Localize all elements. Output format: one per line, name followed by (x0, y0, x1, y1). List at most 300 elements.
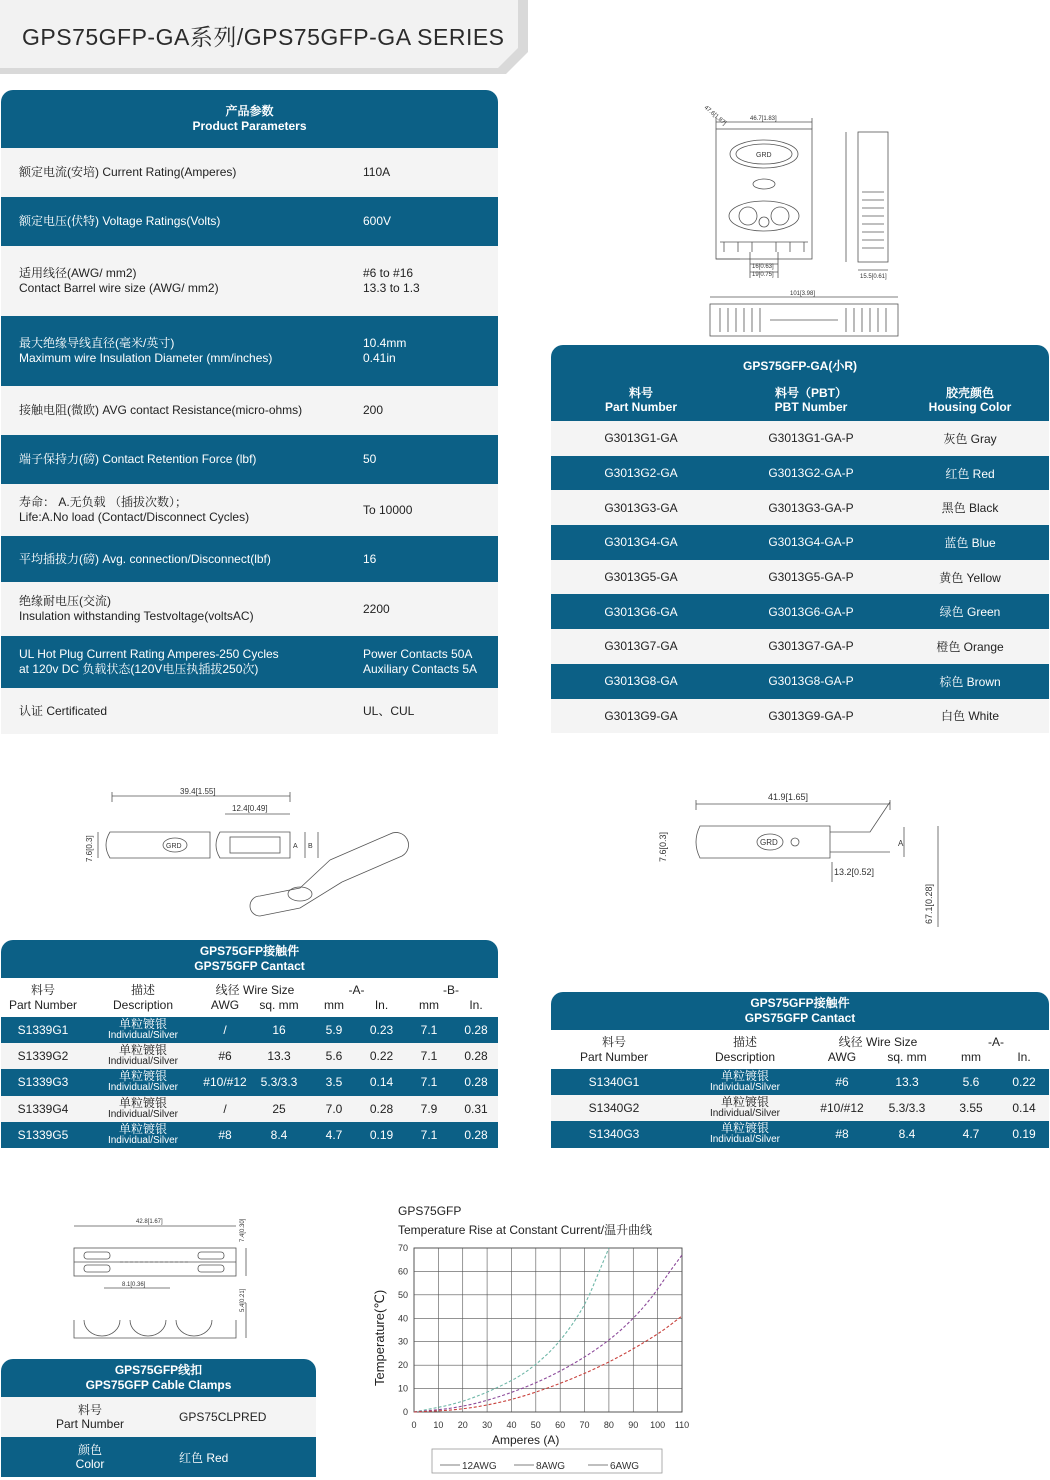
housing-pbt-number: G3013G5-GA-P (768, 570, 854, 585)
cable-clamps-table (1, 1359, 316, 1477)
housing-part-number: G3013G2-GA (604, 466, 678, 481)
chart-xtick-label: 90 (628, 1420, 639, 1430)
contact-2-dim-1: 41.9[1.65] (768, 792, 809, 802)
housing-part-number: G3013G6-GA (604, 604, 678, 619)
ct1-h-sqmm: sq. mm (259, 998, 299, 1012)
contact-description-en: Individual/Silver (709, 1108, 781, 1120)
contact-1-drawing (80, 782, 420, 932)
housing-color: 蓝色 Blue (944, 535, 996, 550)
param-label-line: Maximum wire Insulation Diameter (mm/inches) (19, 351, 273, 365)
ct2-h-desc-cn: 描述 (732, 1035, 757, 1049)
contact-pn: S1339G3 (17, 1075, 69, 1090)
param-label-line: 接触电阻(微欧) AVG contact Resistance(micro-ohms) (19, 403, 303, 417)
housing-dim-1: 46.7[1.83] (750, 116, 777, 122)
contact-sq: 25 (272, 1101, 286, 1116)
param-value-line: Auxiliary Contacts 5A (363, 662, 478, 676)
contact-description-en: Individual/Silver (107, 1030, 179, 1042)
ct1-h-a-mm: mm (324, 998, 344, 1012)
housing-col-part-number-en: Part Number (604, 400, 678, 414)
contact-a-mm: 5.6 (325, 1049, 343, 1064)
contact-table-2-title-en: GPS75GFP Cantact (744, 1011, 856, 1025)
housing-part-number: G3013G7-GA (604, 639, 678, 654)
param-value-line: 13.3 to 1.3 (363, 281, 420, 295)
ct2-h-desc-en: Description (714, 1050, 776, 1064)
ct2-h-a: -A- (988, 1035, 1004, 1049)
contact-table-1 (1, 940, 498, 1148)
param-value (345, 336, 406, 366)
housing-part-number: G3013G8-GA (604, 674, 678, 689)
housing-dim-2: 47.6[1.87] (702, 104, 728, 127)
contact-pn: S1340G1 (588, 1075, 640, 1090)
contact-description-en: Individual/Silver (107, 1056, 179, 1068)
param-row (1, 435, 498, 484)
ct2-h-part-en: Part Number (579, 1050, 649, 1064)
contact-sq: 13.3 (267, 1049, 291, 1064)
param-value (345, 452, 376, 467)
contact-description-cn: 单粒镀银 (720, 1069, 769, 1084)
product-parameters-table (1, 90, 498, 734)
housing-pbt-number: G3013G1-GA-P (768, 431, 854, 446)
param-label (1, 495, 345, 525)
contact-description-cn: 单粒镀银 (720, 1121, 769, 1136)
contact-sq: 13.3 (895, 1075, 919, 1090)
contact-table-1-subheader (1, 978, 498, 1017)
housing-table-rows (551, 421, 1049, 733)
contact-b-mm: 7.1 (420, 1127, 438, 1142)
cable-clamps-key-color (1, 1443, 179, 1471)
cable-clamps-row-part (1, 1397, 316, 1437)
contact-description-cn: 单粒镀银 (118, 1043, 167, 1058)
contact-pn: S1340G2 (588, 1101, 640, 1116)
chart-xtick-label: 100 (650, 1420, 666, 1430)
param-value-line: 600V (363, 214, 392, 228)
chart-ytick-label: 30 (397, 1336, 408, 1347)
chart-xtick-label: 0 (411, 1420, 417, 1430)
chart-ytick-label: 10 (397, 1383, 408, 1394)
param-value (345, 266, 420, 296)
contact-row (1, 1096, 498, 1122)
contact-1-side-outline (106, 832, 210, 858)
product-parameters-header-cn: 产品参数 (225, 104, 274, 118)
contact-sq: 8.4 (898, 1127, 916, 1142)
contact-table-1-title-cn: GPS75GFP接触件 (199, 944, 300, 958)
contact-table-1-rows (1, 1017, 498, 1148)
cable-clamps-value-color: 红色 Red (179, 1450, 229, 1465)
contact-b-mm: 7.1 (420, 1049, 438, 1064)
param-label-line: 额定电压(伏特) Voltage Ratings(Volts) (19, 214, 221, 228)
housing-table (551, 345, 1049, 733)
param-value-line: UL、CUL (363, 703, 415, 718)
contact-table-1-title-en: GPS75GFP Cantact (194, 959, 305, 973)
chart-ytick-label: 60 (397, 1266, 408, 1277)
param-label-line: at 120v DC 负载状态(120V电压执插拔250次) (19, 662, 259, 676)
param-label-line: 平均插拔力(磅) Avg. connection/Disconnect(lbf) (19, 551, 271, 566)
housing-part-number: G3013G3-GA (604, 500, 678, 515)
title-banner (0, 0, 528, 74)
contact-table-2-rows (551, 1069, 1049, 1148)
housing-logo: GRD (756, 152, 772, 159)
contact-a-mm: 3.55 (959, 1101, 983, 1116)
contact-a-mm: 7.0 (325, 1101, 343, 1116)
contact-table-2 (551, 992, 1049, 1148)
housing-col-color-cn: 胶壳颜色 (945, 386, 994, 400)
ct1-h-desc-en: Description (112, 998, 174, 1012)
param-value (345, 403, 383, 418)
contact-pn: S1339G2 (17, 1049, 69, 1064)
contact-sq: 16 (272, 1023, 286, 1038)
contact-description-cn: 单粒镀银 (118, 1069, 167, 1084)
housing-pbt-number: G3013G7-GA-P (768, 639, 854, 654)
param-value (345, 647, 477, 677)
contact-b-mm: 7.1 (420, 1023, 438, 1038)
param-value (345, 165, 390, 180)
housing-color: 橙色 Orange (936, 639, 1004, 654)
housing-row (551, 699, 1049, 734)
ct2-h-a-mm: mm (961, 1050, 981, 1064)
param-label-line: 适用线径(AWG/ mm2) (19, 266, 137, 280)
contact-1-dim-3: 7.6[0.3] (85, 835, 94, 862)
housing-table-title: GPS75GFP-GA(小R) (742, 359, 857, 373)
chart-ytick-label: 70 (397, 1243, 408, 1253)
cable-clamps-value-part: GPS75CLPRED (179, 1410, 267, 1424)
param-row (1, 636, 498, 688)
contact-b-in: 0.28 (464, 1075, 488, 1090)
cable-clamps-key-part-cn: 料号 (77, 1403, 102, 1417)
chart-ytick-label: 50 (397, 1289, 408, 1300)
housing-pbt-number: G3013G3-GA-P (768, 500, 854, 515)
param-row (1, 582, 498, 636)
contact-2-dim-4: 67.1[0.28] (924, 883, 934, 924)
contact-1-dim-a: A (293, 843, 298, 850)
housing-col-pbt-number-cn: 料号（PBT） (774, 386, 847, 400)
param-label-line: Contact Barrel wire size (AWG/ mm2) (19, 281, 219, 295)
chart-xtick-label: 50 (530, 1420, 541, 1430)
clamp-side-outline (74, 1320, 236, 1338)
ct2-h-awg: AWG (827, 1050, 857, 1064)
param-value-line: 10.4mm (363, 336, 407, 350)
param-label (1, 214, 345, 229)
clamp-dim-2: 7.4[0.30] (240, 1218, 246, 1242)
housing-dim-5: 15.5[0.61] (860, 274, 887, 280)
contact-description-en: Individual/Silver (107, 1082, 179, 1094)
housing-row (551, 560, 1049, 595)
housing-pbt-number: G3013G9-GA-P (768, 708, 854, 723)
housing-row (551, 490, 1049, 525)
param-value-line: 2200 (363, 601, 390, 616)
cable-clamps-title-en: GPS75GFP Cable Clamps (85, 1378, 232, 1392)
cable-clamps-key-color-en: Color (75, 1457, 105, 1471)
contact-a-mm: 4.7 (962, 1127, 980, 1142)
contact-a-mm: 5.9 (325, 1023, 343, 1038)
contact-a-in: 0.22 (1012, 1075, 1036, 1090)
housing-col-part-number-cn: 料号 (628, 386, 653, 400)
housing-row (551, 664, 1049, 699)
ct1-h-part-en: Part Number (8, 998, 78, 1012)
contact-b-in: 0.31 (464, 1101, 488, 1116)
contact-description-en: Individual/Silver (107, 1134, 179, 1146)
param-label (1, 552, 345, 567)
housing-table-columns (551, 386, 1049, 414)
chart-lines (414, 1248, 682, 1412)
clamp-dim-3: 8.1[0.36] (122, 1282, 146, 1288)
contact-b-in: 0.28 (464, 1127, 488, 1142)
param-label (1, 452, 345, 467)
param-label-line: 端子保持力(磅) Contact Retention Force (lbf) (19, 452, 257, 466)
contact-row (1, 1069, 498, 1095)
contact-1-logo: GRD (166, 843, 182, 850)
contact-awg: #8 (835, 1127, 849, 1142)
housing-color: 绿色 Green (939, 605, 1001, 620)
product-parameters-header (1, 90, 498, 148)
ct1-h-awg: AWG (210, 998, 240, 1012)
param-row (1, 316, 498, 386)
contact-description-cn: 单粒镀银 (720, 1095, 769, 1110)
param-label-line: UL Hot Plug Current Rating Amperes-250 Cycles (19, 647, 279, 661)
ct2-h-wire: 线径 Wire Size (838, 1035, 918, 1049)
product-parameters-rows (1, 148, 498, 734)
param-label (1, 403, 345, 418)
clamp-drawing (60, 1208, 260, 1348)
chart-subtitle: Temperature Rise at Constant Current/温升曲线 (398, 1223, 653, 1237)
param-value-line: 200 (363, 403, 384, 417)
contact-b-mm: 7.9 (420, 1101, 438, 1116)
housing-color: 白色 White (940, 709, 999, 724)
contact-pn: S1339G5 (17, 1127, 69, 1142)
chart-xtick-label: 10 (433, 1420, 444, 1430)
contact-description (85, 1121, 201, 1146)
temperature-rise-chart (366, 1198, 696, 1478)
contact-description (677, 1097, 813, 1119)
contact-table-2-subheader (551, 1030, 1049, 1069)
contact-row (551, 1069, 1049, 1095)
chart-ytick-label: 40 (397, 1313, 408, 1324)
contact-pn: S1339G1 (17, 1023, 69, 1038)
chart-xlabel: Amperes (A) (492, 1433, 560, 1447)
chart-xtick-label: 70 (579, 1420, 590, 1430)
contact-awg: #6 (218, 1049, 232, 1064)
ct2-h-sqmm: sq. mm (887, 1050, 927, 1064)
chart-ylabel: Temperature(℃) (372, 1289, 387, 1386)
housing-dim-4: 19[0.75] (752, 272, 774, 278)
contact-sq: 5.3/3.3 (260, 1075, 298, 1090)
contact-2-logo: GRD (760, 838, 778, 847)
housing-color: 黄色 Yellow (939, 570, 1001, 585)
contact-row (551, 1121, 1049, 1147)
housing-dim-6: 101[3.98] (790, 291, 816, 297)
param-value-line: Power Contacts 50A (363, 647, 473, 661)
contact-a-mm: 3.5 (325, 1075, 343, 1090)
contact-description-cn: 单粒镀银 (118, 1017, 167, 1032)
contact-row (551, 1095, 1049, 1121)
contact-table-2-title-cn: GPS75GFP接触件 (750, 996, 850, 1010)
housing-color: 灰色 Gray (943, 431, 997, 446)
cable-clamps-key-color-cn: 颜色 (77, 1443, 102, 1457)
param-label-line: 认证 Certificated (19, 703, 108, 718)
contact-a-in: 0.19 (1012, 1127, 1036, 1142)
contact-row (1, 1017, 498, 1043)
ct1-h-desc-cn: 描述 (130, 983, 155, 997)
housing-drawing (700, 92, 910, 342)
param-label-line: Insulation withstanding Testvoltage(voltsAC) (19, 609, 254, 623)
contact-sq: 5.3/3.3 (888, 1101, 926, 1116)
clamp-dim-4: 5.4[0.21] (240, 1288, 246, 1312)
param-label-line: 最大绝缘导线直径(毫米/英寸) (19, 336, 175, 350)
cable-clamps-key-part-en: Part Number (55, 1417, 125, 1431)
param-row (1, 148, 498, 197)
contact-description (85, 1071, 201, 1093)
contact-table-2-header (551, 992, 1049, 1030)
param-label (1, 266, 345, 296)
param-row (1, 484, 498, 536)
param-value-line: 16 (363, 551, 377, 566)
param-label-line: 绝缘耐电压(交流) (19, 594, 111, 608)
param-value-line: 0.41in (363, 351, 396, 365)
product-parameters-header-en: Product Parameters (192, 119, 307, 133)
param-value (345, 552, 376, 567)
housing-row (551, 629, 1049, 664)
housing-pbt-number: G3013G2-GA-P (768, 466, 854, 481)
param-row (1, 688, 498, 734)
contact-1-dim-2: 12.4[0.49] (232, 804, 268, 813)
housing-table-header (551, 345, 1049, 421)
housing-color: 红色 Red (945, 466, 995, 481)
contact-description-cn: 单粒镀银 (118, 1121, 167, 1136)
param-value-line: 110A (363, 165, 391, 179)
contact-a-in: 0.14 (1012, 1101, 1036, 1116)
param-value (345, 602, 390, 617)
contact-description-en: Individual/Silver (709, 1134, 781, 1146)
contact-pn: S1340G3 (588, 1127, 640, 1142)
ct1-h-b-mm: mm (419, 998, 439, 1012)
param-label (1, 647, 345, 677)
housing-col-color (891, 386, 1049, 414)
contact-2-drawing (650, 782, 950, 932)
chart-xtick-label: 20 (457, 1420, 468, 1430)
chart-legend-label: 8AWG (536, 1461, 566, 1472)
param-value (345, 214, 391, 229)
param-label (1, 165, 345, 180)
param-row (1, 246, 498, 316)
housing-row (551, 421, 1049, 456)
contact-1-dim-1: 39.4[1.55] (180, 787, 216, 796)
contact-a-in: 0.14 (369, 1075, 394, 1090)
param-row (1, 386, 498, 435)
housing-pbt-number: G3013G8-GA-P (768, 674, 854, 689)
cable-clamps-key-part (1, 1403, 179, 1431)
param-label (1, 594, 345, 624)
contact-description (677, 1123, 813, 1145)
contact-table-1-header (1, 940, 498, 978)
housing-pbt-number: G3013G6-GA-P (768, 604, 854, 619)
contact-awg: #8 (218, 1127, 232, 1142)
contact-a-mm: 5.6 (962, 1075, 980, 1090)
contact-awg: #10/#12 (203, 1075, 247, 1090)
ct2-h-part-cn: 料号 (601, 1035, 626, 1049)
contact-1-dim-b: B (308, 843, 313, 850)
ct1-h-b-in: In. (469, 998, 483, 1012)
contact-a-mm: 4.7 (325, 1127, 343, 1142)
contact-2-dim-a: A (898, 839, 904, 848)
contact-description-en: Individual/Silver (709, 1082, 781, 1094)
contact-a-in: 0.28 (369, 1101, 394, 1116)
housing-part-number: G3013G5-GA (604, 570, 678, 585)
chart-legend (440, 1461, 639, 1472)
chart-xtick-label: 30 (482, 1420, 493, 1430)
param-label-line: Life:A.No load (Contact/Disconnect Cycles) (19, 510, 250, 524)
housing-col-color-en: Housing Color (928, 400, 1012, 414)
chart-xtick-label: 110 (674, 1420, 690, 1430)
chart-legend-label: 12AWG (462, 1461, 497, 1472)
housing-color: 黑色 Black (941, 501, 999, 516)
contact-b-mm: 7.1 (420, 1075, 438, 1090)
param-value-line: 50 (363, 452, 377, 466)
param-row (1, 197, 498, 246)
contact-description (677, 1071, 813, 1093)
chart-series-line (414, 1316, 682, 1412)
ct1-h-part-cn: 料号 (30, 983, 55, 997)
contact-a-in: 0.23 (369, 1023, 394, 1038)
contact-description (85, 1045, 201, 1067)
contact-b-in: 0.28 (464, 1023, 488, 1038)
housing-col-pbt-number-en: PBT Number (774, 400, 848, 414)
param-value-line: #6 to #16 (363, 266, 414, 280)
param-label (1, 336, 345, 366)
chart-ytick-label: 20 (397, 1360, 408, 1371)
chart-ytick-label: 0 (402, 1407, 408, 1417)
contact-awg: / (223, 1101, 227, 1116)
housing-row (551, 525, 1049, 560)
contact-a-in: 0.19 (369, 1127, 394, 1142)
contact-row (1, 1122, 498, 1148)
contact-description-cn: 单粒镀银 (118, 1095, 167, 1110)
contact-b-in: 0.28 (464, 1049, 488, 1064)
contact-awg: #10/#12 (820, 1101, 864, 1116)
contact-a-in: 0.22 (369, 1049, 394, 1064)
ct1-h-wire: 线径 Wire Size (215, 983, 295, 997)
housing-col-part-number (551, 386, 731, 414)
ct1-h-b: -B- (443, 983, 459, 997)
contact-description-en: Individual/Silver (107, 1108, 179, 1120)
chart-xtick-label: 40 (506, 1420, 517, 1430)
page-title: GPS75GFP-GA系列/GPS75GFP-GA SERIES (22, 24, 505, 50)
housing-part-number: G3013G1-GA (604, 431, 678, 446)
housing-row (551, 456, 1049, 491)
chart-legend-label: 6AWG (610, 1461, 640, 1472)
contact-pn: S1339G4 (17, 1101, 69, 1116)
housing-pbt-number: G3013G4-GA-P (768, 535, 854, 550)
contact-awg: #6 (835, 1075, 849, 1090)
housing-front-outline (716, 129, 812, 259)
chart-xtick-label: 60 (555, 1420, 566, 1430)
param-value (345, 503, 412, 518)
housing-part-number: G3013G4-GA (604, 535, 678, 550)
cable-clamps-row-color (1, 1437, 316, 1477)
contact-description (85, 1095, 201, 1120)
param-value-line: To 10000 (363, 502, 413, 517)
contact-2-dim-3: 13.2[0.52] (834, 867, 875, 877)
contact-awg: / (223, 1023, 227, 1038)
ct2-h-a-in: In. (1017, 1050, 1031, 1064)
contact-1-iso-barrel (330, 832, 409, 882)
housing-color: 棕色 Brown (939, 674, 1001, 689)
housing-dim-3: 16[0.63] (752, 264, 774, 270)
contact-row (1, 1043, 498, 1069)
param-label-line: 寿命： A.无负载 （插拔次数）； (19, 495, 188, 509)
chart-ticks (398, 1243, 689, 1430)
contact-description (85, 1019, 201, 1041)
ct1-h-a: -A- (348, 983, 365, 997)
ct1-h-a-in: In. (374, 998, 389, 1012)
